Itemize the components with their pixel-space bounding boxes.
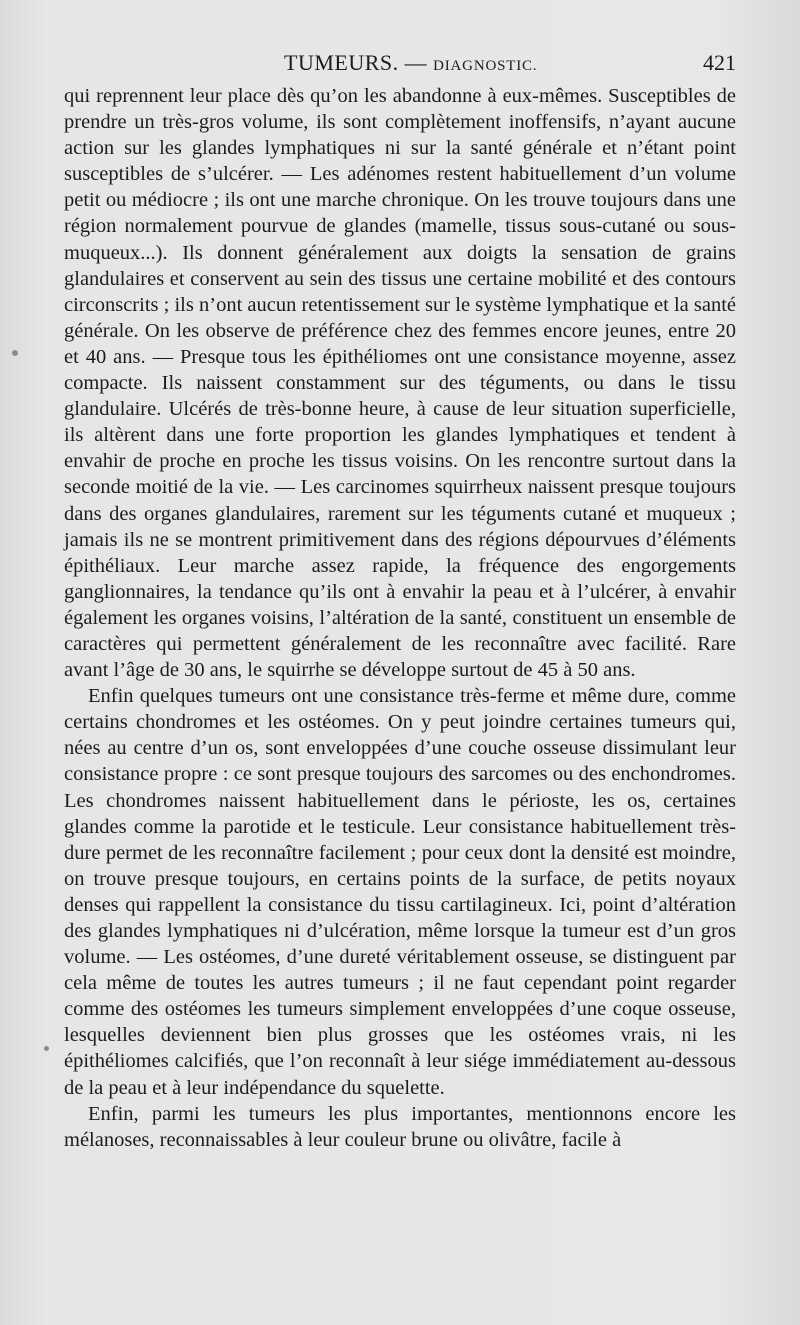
- running-title: [284, 50, 537, 76]
- page-number: 421: [703, 50, 736, 75]
- running-header: [64, 50, 736, 84]
- ink-speck: [12, 350, 18, 356]
- paragraph-3: Enfin, parmi les tumeurs les plus importantes, mentionnons encore les mélanoses, reconnaissables à leur couleur brune ou olivâtre, facile à: [64, 1102, 736, 1151]
- paragraph-2: Enfin quelques tumeurs ont une consistance très-ferme et même dure, comme certains chondromes et les ostéomes. On y peut joindre certaines tumeurs qui, nées au centre d’un os, sont enveloppées d’une couche osseuse dissimulant leur consistance propre : ce sont presque toujours des sarcomes ou des enchondromes. Les chondromes naissent habituellement dans le périoste, les os, certaines glandes comme la parotide et le testicule. Leur consistance habituellement très-dure permet de les reconnaître facilement ; pour ceux dont la densité est moindre, on trouve presque toujours, en certains points de la surface, de petits noyaux denses qui rappellent la consistance du tissu cartilagineux. Ici, point d’altération des glandes lymphatiques ni d’ulcération, même lorsque la tumeur est d’un gros volume. — Les ostéomes, d’une dureté véritablement osseuse, se distinguent par cela même de toutes les autres tumeurs ; il ne faut cependant point regarder comme des ostéomes les tumeurs simplement enveloppées d’une coque osseuse, lesquelles deviennent bien plus grosses que les ostéomes vrais, ni les épithéliomes calcifiés, que l’on reconnaît à leur siége immédiatement au-dessous de la peau et à leur indépendance du squelette.: [64, 685, 736, 1099]
- ink-speck: [44, 1046, 49, 1051]
- paragraph-1: qui reprennent leur place dès qu’on les abandonne à eux-mêmes. Susceptibles de prendre un très-gros volume, ils sont complètement inoffensifs, n’ayant aucune action sur les glandes lymphatiques ni sur la santé générale et n’étant point susceptibles de s’ulcérer. — Les adénomes restent habituellement d’un volume petit ou médiocre ; ils ont une marche chronique. On les trouve toujours dans une région normalement pourvue de glandes (mamelle, tissus sous-cutané ou sous-muqueux...). Ils donnent généralement aux doigts la sensation de grains glandulaires et conservent au sein des tissus une certaine mobilité et des contours circonscrits ; ils n’ont aucun retentissement sur le système lymphatique et la santé générale. On les observe de préférence chez des femmes encore jeunes, entre 20 et 40 ans. — Presque tous les épithéliomes ont une consistance moyenne, assez compacte. Ils naissent constamment sur des téguments, ou dans le tissu glandulaire. Ulcérés de très-bonne heure, à cause de leur situation superficielle, ils altèrent dans une forte proportion les glandes lymphatiques et tendent à envahir de proche en proche les tissus voisins. On les rencontre surtout dans la seconde moitié de la vie. — Les carcinomes squirrheux naissent presque toujours dans des organes glandulaires, rarement sur les téguments cutané et muqueux ; jamais ils ne se montrent primitivement dans des régions dépourvues d’éléments épithéliaux. Leur marche assez rapide, la fréquence des engorgements ganglionnaires, la tendance qu’ils ont à envahir la peau et à l’ulcérer, à envahir également les organes voisins, l’altération de la santé, constituent un ensemble de caractères qui permettent généralement de les reconnaître avec facilité. Rare avant l’âge de 30 ans, le squirrhe se développe surtout de 45 à 50 ans.: [64, 85, 736, 682]
- chapter-title: TUMEURS.: [284, 50, 399, 75]
- section-subtitle: DIAGNOSTIC.: [433, 58, 538, 74]
- header-dash: —: [404, 50, 428, 75]
- body-text: [64, 83, 736, 1153]
